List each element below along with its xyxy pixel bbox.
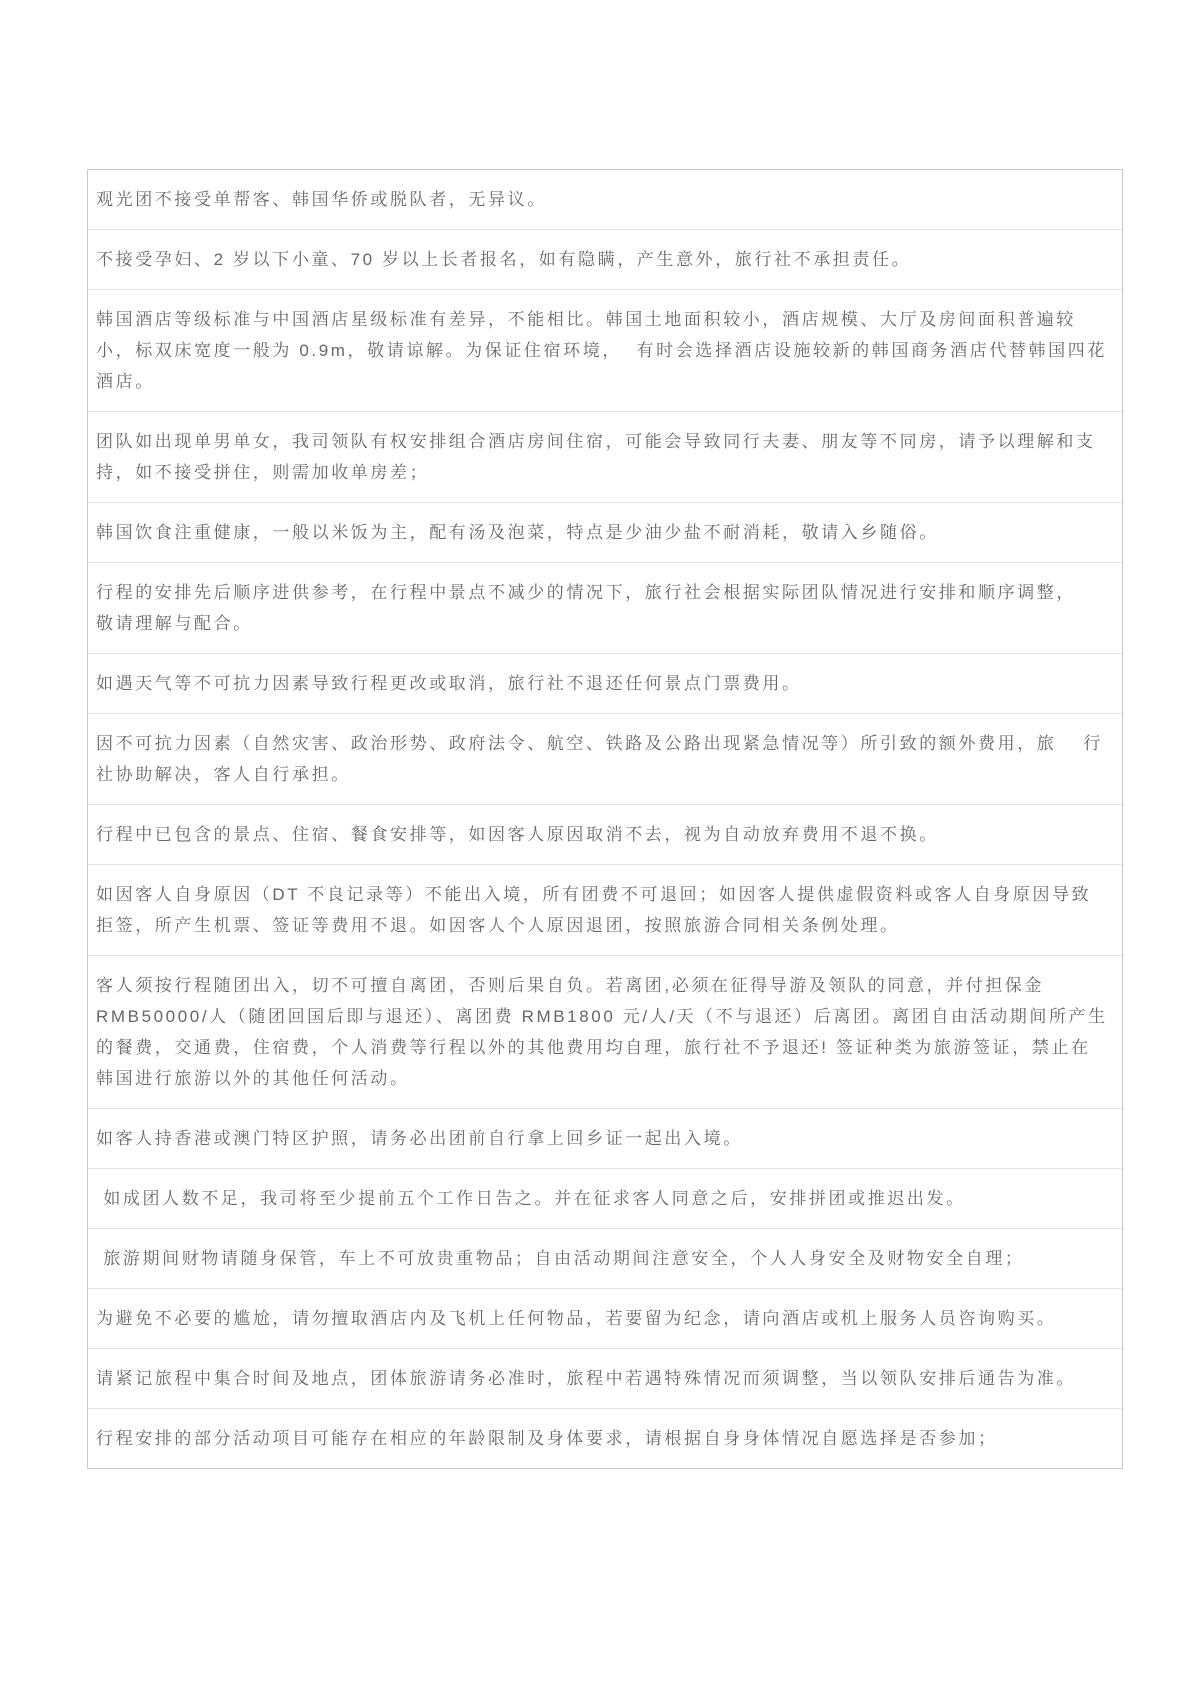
notice-row: 韩国酒店等级标准与中国酒店星级标准有差异，不能相比。韩国土地面积较小，酒店规模、大厅及房间面积普遍较小，标双床宽度一般为 0.9m，敬请谅解。为保证住宿环境， 有时会选择酒店设施较新的韩国商务酒店代替韩国四花酒店。 <box>88 289 1122 411</box>
notice-row: 观光团不接受单帮客、韩国华侨或脱队者，无异议。 <box>96 190 547 209</box>
notice-row: 不接受孕妇、2 岁以下小童、70 岁以上长者报名，如有隐瞒，产生意外，旅行社不承担责任。 <box>88 229 1122 289</box>
notice-row: 请紧记旅程中集合时间及地点，团体旅游请务必准时，旅程中若遇特殊情况而须调整，当以领队安排后通告为准。 <box>88 1348 1122 1408</box>
notice-row: 因不可抗力因素（自然灾害、政治形势、政府法令、航空、铁路及公路出现紧急情况等）所引致的额外费用，旅 行社协助解决，客人自行承担。 <box>88 713 1122 804</box>
notice-row: 客人须按行程随团出入，切不可擅自离团，否则后果自负。若离团,必须在征得导游及领队的同意，并付担保金 RMB50000/人（随团回国后即与退还）、离团费 RMB1800 元/人/天（不与退还）后离团。离团自由活动期间所产生的餐费，交通费，住宿费，个人消费等行程以外的其他费用均自理，旅行社不予退还! 签证种类为旅游签证，禁止在韩国进行旅游以外的其他任何活动。 <box>88 955 1122 1108</box>
notice-row: 如因客人自身原因（DT 不良记录等）不能出入境，所有团费不可退回；如因客人提供虚假资料或客人自身原因导致拒签，所产生机票、签证等费用不退。如因客人个人原因退团，按照旅游合同相关条例处理。 <box>88 864 1122 955</box>
notice-row: 如遇天气等不可抗力因素导致行程更改或取消，旅行社不退还任何景点门票费用。 <box>88 653 1122 713</box>
notice-row: 团队如出现单男单女，我司领队有权安排组合酒店房间住宿，可能会导致同行夫妻、朋友等不同房，请予以理解和支持，如不接受拼住，则需加收单房差； <box>88 411 1122 502</box>
notice-row: 旅游期间财物请随身保管，车上不可放贵重物品；自由活动期间注意安全，个人人身安全及财物安全自理； <box>88 1228 1122 1288</box>
notice-row: 如成团人数不足，我司将至少提前五个工作日告之。并在征求客人同意之后，安排拼团或推迟出发。 <box>88 1168 1122 1228</box>
notice-row: 韩国饮食注重健康，一般以米饭为主，配有汤及泡菜，特点是少油少盐不耐消耗，敬请入乡随俗。 <box>88 502 1122 562</box>
notice-row: 为避免不必要的尴尬，请勿擅取酒店内及飞机上任何物品，若要留为纪念，请向酒店或机上服务人员咨询购买。 <box>88 1288 1122 1348</box>
notice-row: 如客人持香港或澳门特区护照，请务必出团前自行拿上回乡证一起出入境。 <box>88 1108 1122 1168</box>
notices-table <box>87 169 1123 1469</box>
notice-row: 行程安排的部分活动项目可能存在相应的年龄限制及身体要求，请根据自身身体情况自愿选择是否参加； <box>88 1408 1122 1468</box>
notice-row: 行程中已包含的景点、住宿、餐食安排等，如因客人原因取消不去，视为自动放弃费用不退不换。 <box>88 804 1122 864</box>
notice-row: 行程的安排先后顺序进供参考，在行程中景点不减少的情况下，旅行社会根据实际团队情况进行安排和顺序调整， 敬请理解与配合。 <box>88 562 1122 653</box>
